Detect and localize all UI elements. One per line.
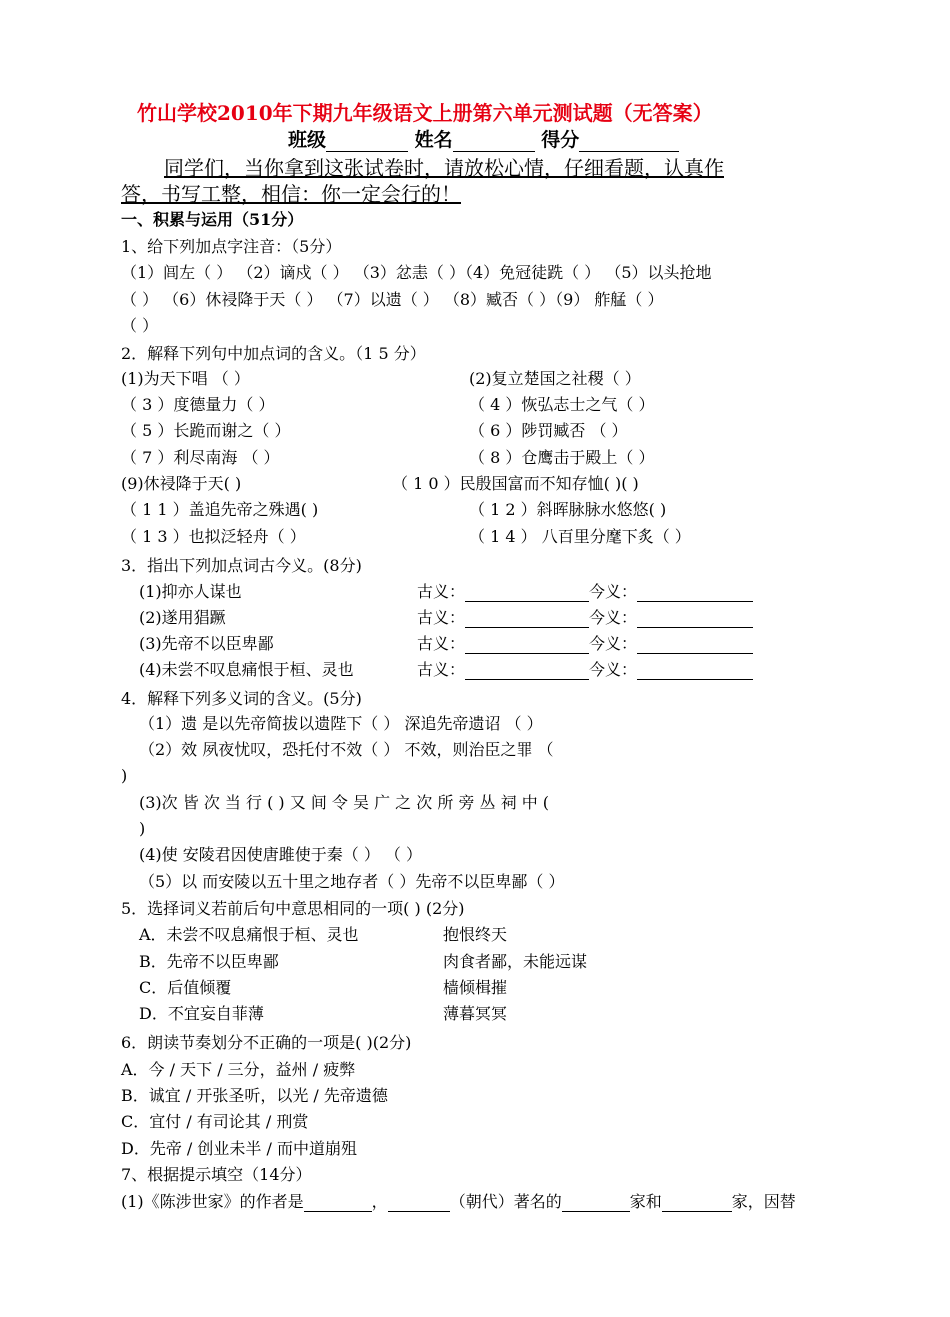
section-heading: 一、积累与运用（51分）: [121, 210, 304, 229]
ancient-label: 古义：: [417, 608, 466, 627]
q4-stem: 4．解释下列多义词的含义。(5分): [121, 689, 362, 708]
q5-option-right: 肉食者鄙，未能远谋: [443, 952, 588, 971]
q3-answer-row: [417, 634, 753, 654]
q3-item: (2)遂用猖蹶: [139, 608, 226, 627]
q7-blank[interactable]: [388, 1195, 450, 1212]
q2-row-right: （ 1 4 ） 八百里分麾下炙（ ）: [469, 527, 691, 546]
class-blank[interactable]: [326, 135, 408, 152]
intro-line-1: 同学们，当你拿到这张试卷时，请放松心情，仔细看题，认真作: [164, 156, 724, 180]
modern-blank[interactable]: [637, 585, 753, 602]
q3-item: (3)先帝不以臣卑鄙: [139, 634, 274, 653]
q4-line: ): [121, 766, 128, 785]
q6-option: A．今 / 天下 / 三分，益州 / 疲弊: [121, 1060, 356, 1079]
modern-label: 今义：: [589, 582, 638, 601]
q5-stem: 5．选择词义若前后句中意思相同的一项( ) (2分): [121, 899, 465, 918]
ancient-label: 古义：: [417, 660, 466, 679]
ancient-blank[interactable]: [465, 663, 589, 680]
q2-row-right: (2)复立楚国之社稷（ ）: [469, 369, 641, 388]
q5-option-right: 抱恨终天: [443, 925, 508, 944]
q7-stem: 7、根据提示填空（14分）: [121, 1165, 312, 1184]
q4-line: (3)次 皆 次 当 行 ( ) 又 间 令 吴 广 之 次 所 旁 丛 祠 中 (: [139, 793, 550, 812]
modern-label: 今义：: [589, 608, 638, 627]
q3-item: (1)抑亦人谋也: [139, 582, 242, 601]
q2-row-left: （ 3 ）度德量力（ ）: [121, 395, 275, 414]
q4-line: ): [139, 819, 146, 838]
q5-option-left: D．不宜妄自菲薄: [139, 1004, 264, 1023]
q2-row-right: （ 1 2 ）斜晖脉脉水悠悠( ): [469, 500, 667, 519]
q2-row-right: （ 6 ）陟罚臧否 （ ）: [469, 421, 628, 440]
q3-item: (4)未尝不叹息痛恨于桓、灵也: [139, 660, 354, 679]
q5-option-left: A．未尝不叹息痛恨于桓、灵也: [139, 925, 359, 944]
page-title: 竹山学校2010年下期九年级语文上册第六单元测试题（无答案）: [137, 101, 713, 125]
q1-stem: 1、给下列加点字注音：（5分）: [121, 237, 342, 256]
q6-option: B．诚宜 / 开张圣听，以光 / 先帝遗德: [121, 1086, 388, 1105]
q4-line: (4)使 安陵君因使唐雎使于秦（ ） （ ）: [139, 845, 423, 864]
q2-row-right: （ 1 0 ）民殷国富而不知存恤( )( ): [392, 474, 639, 493]
q1-line-1: （1）闾左（ ） （2）谪戍（ ） （3）忿恚（ ）（4）免冠徒跣（ ） （5）以头抢地: [121, 263, 712, 282]
class-label: 班级: [288, 129, 327, 151]
q2-row-left: （ 7 ）利尽南海 （ ）: [121, 448, 280, 467]
modern-blank[interactable]: [637, 637, 753, 654]
q5-option-right: 薄暮冥冥: [443, 1004, 508, 1023]
q2-row-left: (1)为天下唱 （ ）: [121, 369, 250, 388]
q5-option-left: B．先帝不以臣卑鄙: [139, 952, 279, 971]
modern-blank[interactable]: [637, 611, 753, 628]
q4-line: （1）遗 是以先帝简拔以遗陛下（ ） 深追先帝遗诏 （ ）: [139, 714, 543, 733]
q7-blank[interactable]: [304, 1195, 372, 1212]
ancient-blank[interactable]: [465, 637, 589, 654]
q1-line-2: （ ） （6）休祲降于天（ ） （7）以遗（ ） （8）臧否（ ）（9） 舴艋（ ）: [121, 290, 664, 309]
q7-text: （朝代）著名的: [449, 1192, 562, 1211]
q7-blank[interactable]: [562, 1195, 630, 1212]
modern-label: 今义：: [589, 634, 638, 653]
q2-row-right: （ 4 ）恢弘志士之气（ ）: [469, 395, 655, 414]
q2-row-right: （ 8 ）仓鹰击于殿上（ ）: [469, 448, 655, 467]
modern-blank[interactable]: [637, 663, 753, 680]
q7-text: (1)《陈涉世家》的作者是: [121, 1192, 304, 1211]
q7-text: ，: [371, 1192, 388, 1211]
name-label: 姓名: [414, 129, 453, 151]
q2-row-left: （ 1 3 ）也拟泛轻舟（ ）: [121, 527, 306, 546]
student-info-line: [288, 128, 679, 152]
q3-stem: 3．指出下列加点词古今义。(8分): [121, 556, 362, 575]
q2-row-left: （ 5 ）长跪而谢之（ ）: [121, 421, 291, 440]
q5-option-right: 樯倾楫摧: [443, 978, 508, 997]
q7-text: 家和: [629, 1192, 662, 1211]
q7-prompt-1: [121, 1192, 796, 1212]
q6-option: C．宜付 / 有司论其 / 刑赏: [121, 1112, 309, 1131]
name-blank[interactable]: [453, 135, 535, 152]
score-blank[interactable]: [579, 135, 679, 152]
q2-row-left: (9)休祲降于天( ): [121, 474, 242, 493]
score-label: 得分: [541, 129, 580, 151]
q4-line: （5）以 而安陵以五十里之地存者（ ）先帝不以臣卑鄙（ ）: [139, 872, 565, 891]
q3-answer-row: [417, 608, 753, 628]
ancient-blank[interactable]: [465, 585, 589, 602]
q4-line: （2）效 夙夜忧叹，恐托付不效（ ） 不效，则治臣之罪 （: [139, 740, 554, 759]
ancient-blank[interactable]: [465, 611, 589, 628]
q3-answer-row: [417, 582, 753, 602]
q6-option: D．先帝 / 创业未半 / 而中道崩殂: [121, 1139, 357, 1158]
intro-line-2: 答，书写工整，相信：你一定会行的！: [121, 182, 461, 206]
q5-option-left: C．后值倾覆: [139, 978, 232, 997]
ancient-label: 古义：: [417, 634, 466, 653]
q3-answer-row: [417, 660, 753, 680]
q7-text: 家，因替: [731, 1192, 796, 1211]
ancient-label: 古义：: [417, 582, 466, 601]
q7-blank[interactable]: [662, 1195, 732, 1212]
q2-row-left: （ 1 1 ）盖追先帝之殊遇( ): [121, 500, 319, 519]
q1-line-3: （ ）: [121, 316, 159, 335]
modern-label: 今义：: [589, 660, 638, 679]
q2-stem: 2．解释下列句中加点词的含义。（1 5 分）: [121, 344, 426, 363]
q6-stem: 6．朗读节奏划分不正确的一项是( )(2分): [121, 1033, 412, 1052]
